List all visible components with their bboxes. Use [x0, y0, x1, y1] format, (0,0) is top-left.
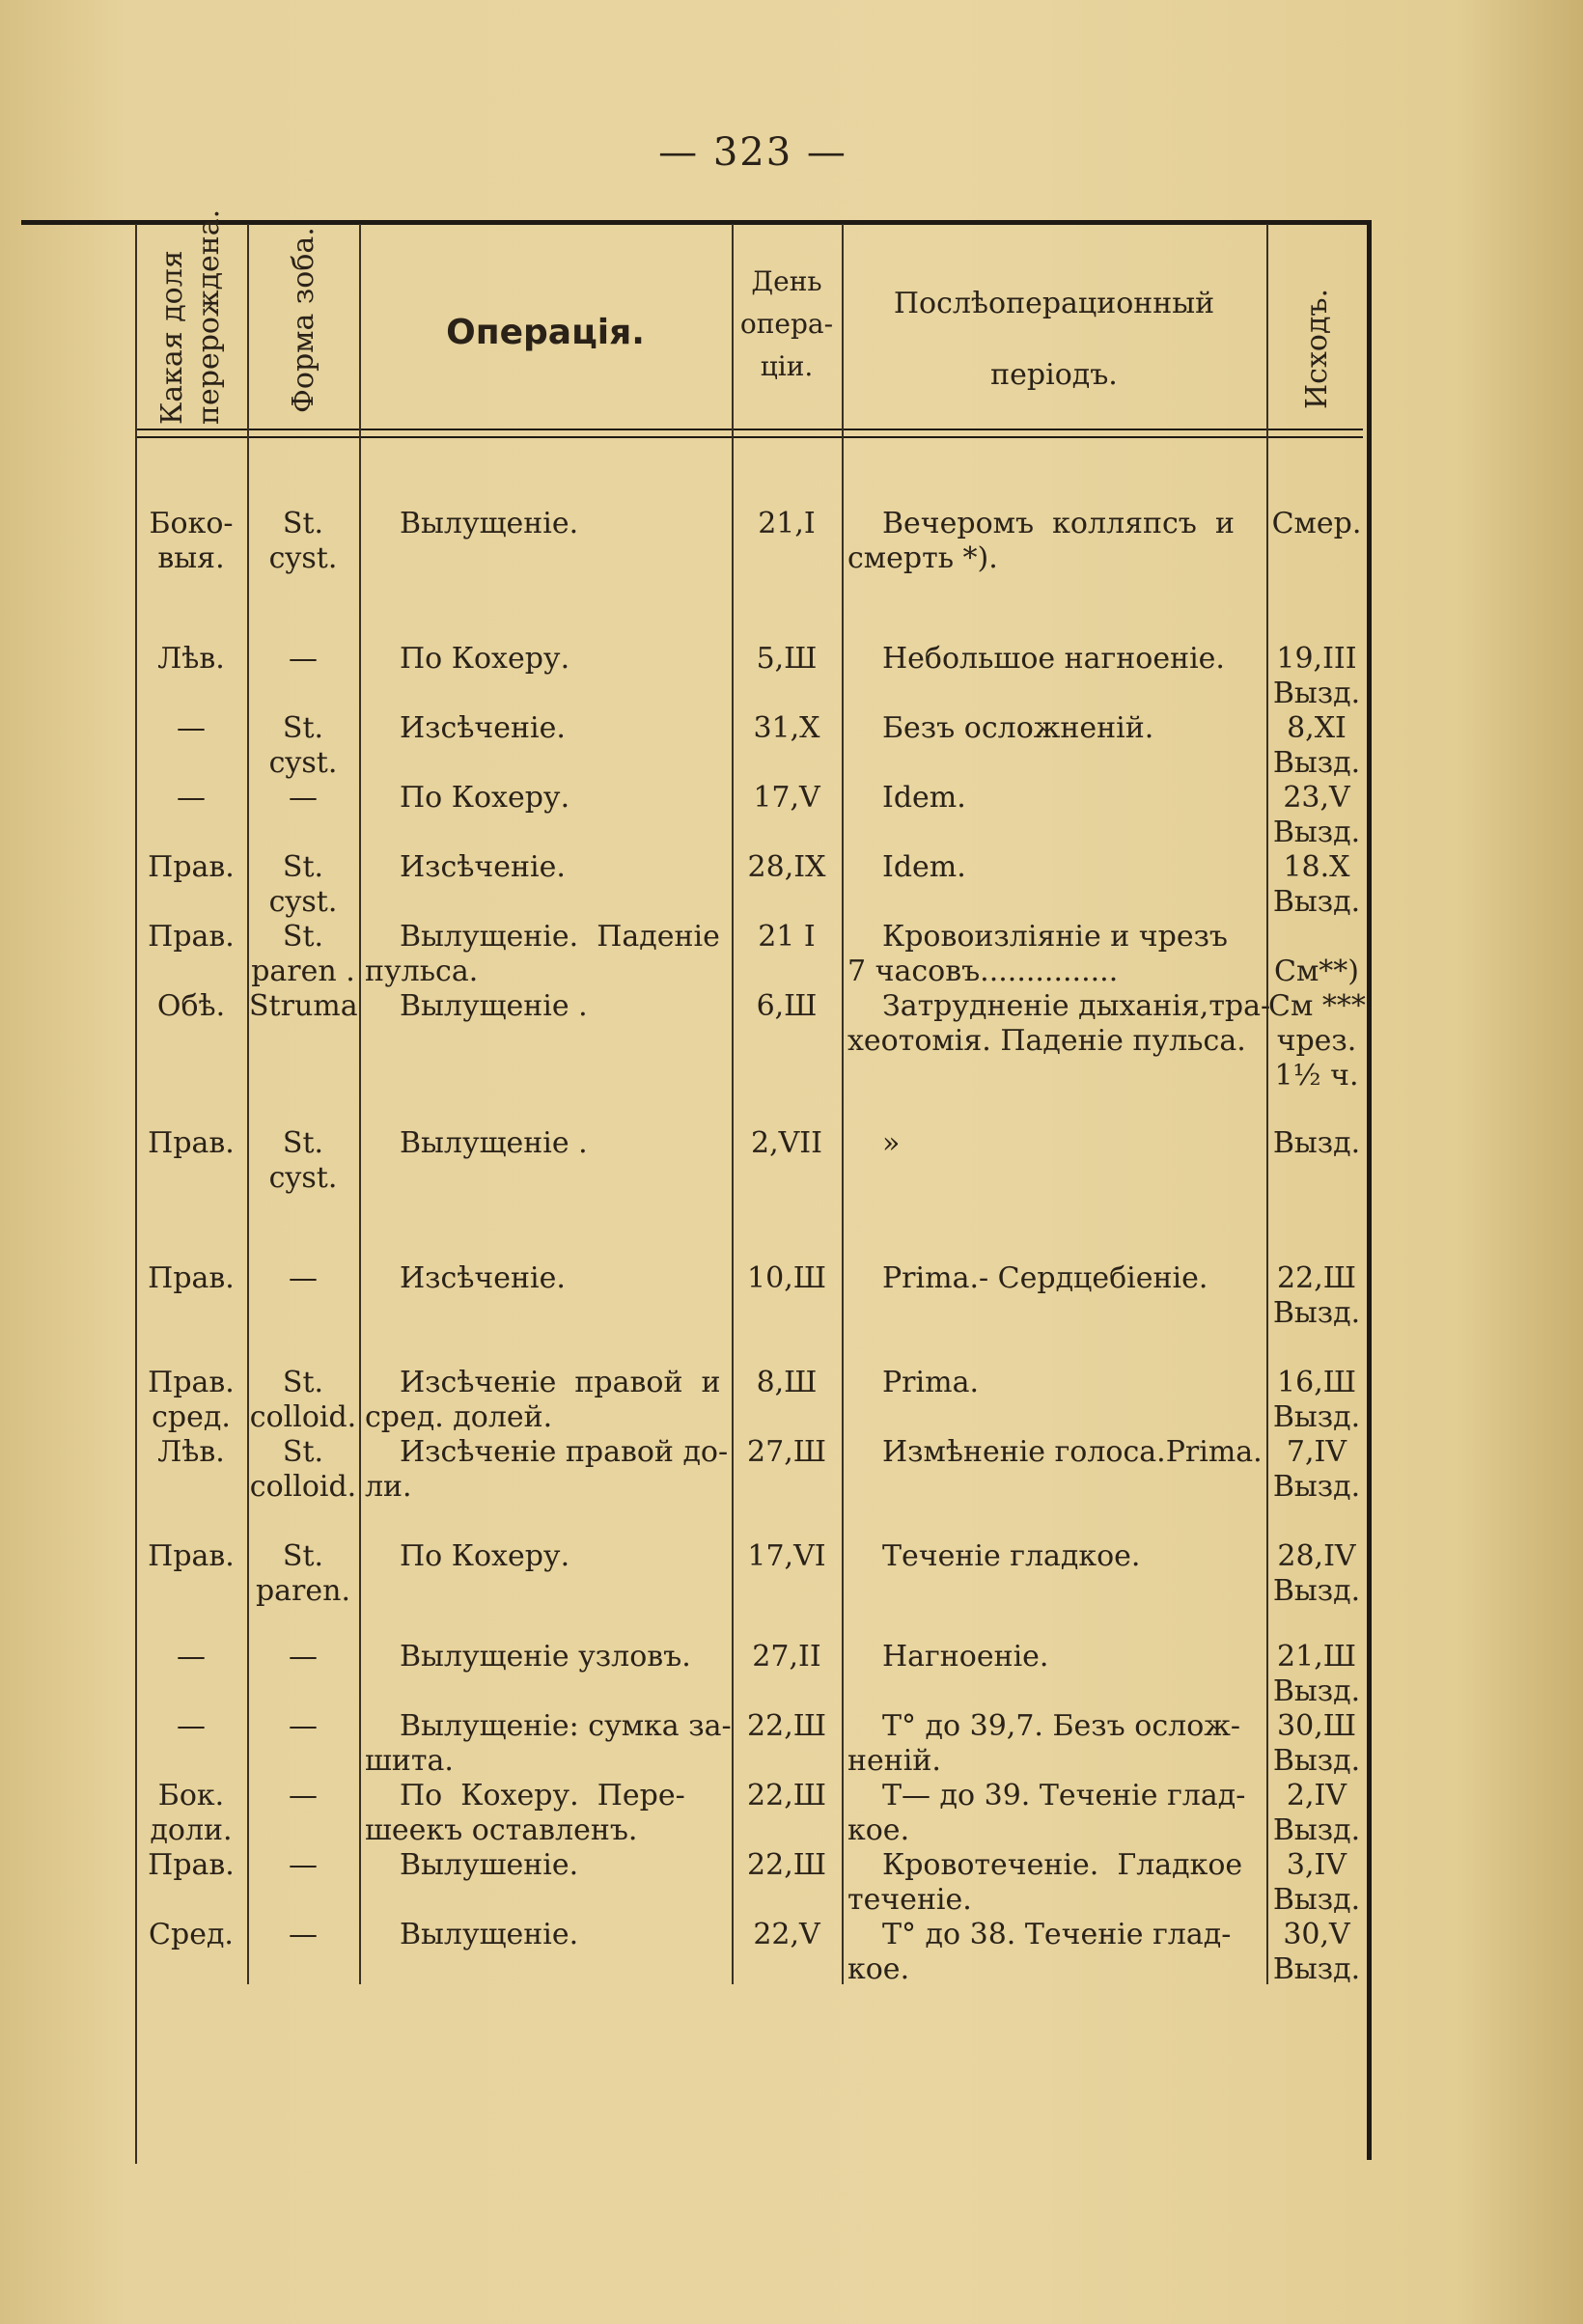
cell-line: 5,Ш [756, 642, 818, 676]
cell-line: Вылущеніе: сумка за- [400, 1709, 732, 1743]
cell-line: Кровоизліяніе и чрезъ [882, 920, 1229, 954]
cell-line: Вызд. [1272, 1813, 1361, 1847]
table-cell-c4 [734, 1848, 840, 1883]
cell-line: colloid. [249, 1470, 357, 1504]
table-cell-c2 [249, 1435, 357, 1505]
cell-line: Вылущеніе . [400, 989, 588, 1023]
cell-line: Прав. [148, 1366, 235, 1399]
cell-line: » [882, 1126, 901, 1160]
cell-line: Вызд. [1272, 816, 1361, 849]
table-cell-c3 [365, 1539, 728, 1574]
table-cell-c5 [847, 1779, 1263, 1848]
cell-line: Изсѣченіе. [400, 1261, 566, 1295]
table-cell-c6 [1268, 989, 1365, 1093]
cell-line: 21,Ш [1277, 1640, 1356, 1674]
cell-line: По Кохеру. [400, 1539, 570, 1573]
table-cell-c6 [1268, 1539, 1365, 1609]
cell-line: кое. [847, 1952, 910, 1986]
cell-line: Вылушеніе. [400, 1848, 579, 1882]
table-cell-c1 [137, 1435, 245, 1470]
table-cell-c1 [137, 1640, 245, 1674]
col-line-4 [842, 224, 844, 1984]
table-cell-c4 [734, 642, 840, 677]
table-cell-c6 [1268, 781, 1365, 850]
table-cell-c1 [137, 989, 245, 1024]
cell-line: Теченіе гладкое. [882, 1539, 1141, 1573]
cell-line: сред. [152, 1400, 231, 1434]
table-cell-c3 [365, 1640, 728, 1674]
cell-line: T— до 39. Теченіе глад- [882, 1779, 1246, 1812]
cell-line: T° до 39,7. Безъ ослож- [882, 1709, 1240, 1743]
cell-line: 1½ ч. [1274, 1059, 1359, 1093]
cell-line: Прав. [148, 1848, 235, 1882]
table-cell-c4 [734, 1779, 840, 1813]
table-cell-c6 [1268, 1640, 1365, 1709]
cell-line: 18.X [1283, 850, 1350, 884]
cell-line: Вылущеніе узловъ. [400, 1640, 691, 1674]
header-col4: День опера- ціи. [739, 265, 834, 382]
cell-line: хеотомія. Паденіе пульса. [847, 1024, 1246, 1058]
cell-line: — [177, 1709, 206, 1743]
table-cell-c1 [137, 711, 245, 746]
cell-line: 7,IV [1286, 1435, 1347, 1469]
table-cell-c1 [137, 1261, 245, 1296]
cell-line: доли. [150, 1813, 233, 1847]
cell-line: Безъ осложненій. [882, 711, 1154, 745]
table-cell-c5 [847, 1366, 1263, 1400]
cell-line: Бок. [157, 1779, 225, 1812]
cell-line: Прав. [148, 1261, 235, 1295]
table-cell-c3 [365, 1366, 728, 1435]
table-cell-c3 [365, 1435, 728, 1505]
cell-line: 8,XI [1287, 711, 1347, 745]
cell-line: 17,VI [747, 1539, 826, 1573]
cell-line: пульса. [365, 954, 479, 988]
cell-line: Прав. [148, 1126, 235, 1160]
cell-line: Затрудненіе дыханія,тра- [882, 989, 1271, 1023]
table-cell-c4 [734, 1435, 840, 1470]
table-cell-c1 [137, 920, 245, 954]
table-cell-c4 [734, 781, 840, 816]
cell-line: 22,V [753, 1918, 820, 1951]
cell-line: — [289, 642, 318, 676]
cell-line: 31,X [753, 711, 820, 745]
cell-line: Вызд. [1272, 1744, 1361, 1778]
cell-line: Кровотеченіе. Гладкое [882, 1848, 1243, 1882]
cell-line: 23,V [1283, 781, 1350, 815]
table-cell-c6 [1268, 920, 1365, 989]
cell-line: выя. [157, 541, 225, 575]
cell-line: St. [282, 850, 324, 884]
cell-line: 7 часовъ............... [847, 954, 1119, 988]
table-cell-c2 [249, 711, 357, 781]
cell-line: Прав. [148, 1539, 235, 1573]
cell-line: Вызд. [1272, 677, 1361, 710]
header-bottom-rule [135, 429, 1363, 430]
table-cell-c2 [249, 920, 357, 989]
table-cell-c2 [249, 989, 357, 1024]
cell-line: Вызд. [1272, 1470, 1361, 1504]
cell-line: Вечеромъ колляпсъ и [882, 507, 1235, 540]
cell-line: Вызд. [1272, 1296, 1361, 1330]
cell-line: cyst. [268, 746, 338, 780]
cell-line: См**) [1274, 954, 1359, 988]
cell-line: — [289, 781, 318, 815]
table-cell-c3 [365, 1709, 732, 1779]
col-line-2 [359, 224, 361, 1984]
cell-line: Вызд. [1272, 746, 1361, 780]
table-cell-c1 [137, 1126, 245, 1161]
table-cell-c4 [734, 1918, 840, 1952]
table-cell-c3 [365, 1126, 728, 1161]
cell-line: 27,II [752, 1640, 821, 1674]
cell-line: Prima. [882, 1366, 979, 1399]
table-cell-c4 [734, 1261, 840, 1296]
cell-line: — [289, 1640, 318, 1674]
cell-line: Изсѣченіе. [400, 711, 566, 745]
table-cell-c3 [365, 989, 728, 1024]
cell-line: 28,IV [1277, 1539, 1356, 1573]
cell-line: По Кохеру. [400, 642, 570, 676]
cell-line: 16,Ш [1277, 1366, 1356, 1399]
cell-line: сред. долей. [365, 1400, 553, 1434]
cell-line: смерть *). [847, 541, 998, 575]
table-cell-c6 [1268, 850, 1365, 920]
cell-line: 30,Ш [1277, 1709, 1356, 1743]
table-cell-c5 [847, 1848, 1263, 1918]
cell-line: — [289, 1261, 318, 1295]
table-cell-c1 [137, 1709, 245, 1744]
col-line-right [1367, 220, 1372, 2160]
header-col2: Форма зоба. [287, 227, 320, 413]
table-cell-c6 [1268, 1918, 1365, 1987]
table-cell-c2 [249, 1366, 357, 1435]
cell-line: St. [282, 507, 324, 540]
page-number: — 323 — [658, 130, 847, 175]
table-cell-c5 [847, 1918, 1263, 1987]
table-cell-c2 [249, 1918, 357, 1952]
header-col5: Послѣоперационный періодъ. [893, 287, 1215, 392]
cell-line: Вызд. [1272, 1883, 1361, 1917]
cell-line: По Кохеру. [400, 781, 570, 815]
cell-line: St. [282, 1126, 324, 1160]
table-cell-c5 [847, 920, 1263, 989]
table-cell-c2 [249, 1126, 357, 1196]
cell-line: шита. [365, 1744, 454, 1778]
cell-line: — [177, 711, 206, 745]
cell-line [1268, 920, 1365, 954]
cell-line: St. [282, 1366, 324, 1399]
table-cell-c2 [249, 642, 357, 677]
table-cell-c5 [847, 1539, 1263, 1574]
table-cell-c4 [734, 989, 840, 1024]
table-cell-c6 [1268, 1779, 1365, 1848]
table-cell-c2 [249, 1779, 357, 1813]
table-cell-c4 [734, 1366, 840, 1400]
cell-line: — [289, 1918, 318, 1951]
cell-line: Прав. [148, 920, 235, 954]
cell-line: St. [282, 1539, 324, 1573]
cell-line: 2,IV [1286, 1779, 1347, 1812]
cell-line: — [289, 1779, 318, 1812]
cell-line: Изсѣченіе. [400, 850, 566, 884]
cell-line: теченіе. [847, 1883, 972, 1917]
table-cell-c5 [847, 1435, 1263, 1470]
table-cell-c5 [847, 642, 1263, 677]
table-cell-c5 [847, 850, 1263, 885]
cell-line: Вызд. [1272, 885, 1361, 919]
cell-line: шеекъ оставленъ. [365, 1813, 638, 1847]
table-cell-c6 [1268, 1366, 1365, 1435]
cell-line: Вылущеніе. [400, 507, 579, 540]
cell-line: 21,I [758, 507, 816, 540]
table-cell-c1 [137, 642, 245, 677]
cell-line: Вызд. [1272, 1126, 1361, 1160]
table-cell-c6 [1268, 1709, 1365, 1779]
table-cell-c3 [365, 642, 728, 677]
cell-line: Прав. [148, 850, 235, 884]
table-cell-c1 [137, 1539, 245, 1574]
cell-line: Struma [249, 989, 358, 1023]
cell-line: St. [282, 920, 324, 954]
cell-line: 6,Ш [756, 989, 818, 1023]
cell-line: 3,IV [1286, 1848, 1347, 1882]
table-cell-c6 [1268, 642, 1365, 711]
table-cell-c3 [365, 1779, 728, 1848]
table-cell-c4 [734, 1126, 840, 1161]
cell-line: 19,III [1276, 642, 1357, 676]
cell-line: — [289, 1848, 318, 1882]
cell-line: Prima.- Сердцебіеніе. [882, 1261, 1208, 1295]
cell-line: См *** [1268, 989, 1366, 1023]
table-cell-c5 [847, 1126, 1263, 1161]
header-bottom-rule-2 [135, 436, 1363, 438]
cell-line: 22,Ш [747, 1709, 826, 1743]
cell-line: Лѣв. [157, 1435, 225, 1469]
cell-line: 2,VII [751, 1126, 822, 1160]
table-cell-c4 [734, 1539, 840, 1574]
cell-line: St. [282, 711, 324, 745]
cell-line: 17,V [753, 781, 820, 815]
table-cell-c2 [249, 1261, 357, 1296]
table-cell-c1 [137, 507, 245, 576]
cell-line: ли. [365, 1470, 412, 1504]
cell-line: T° до 38. Теченіе глад- [882, 1918, 1232, 1951]
cell-line: 28,IX [747, 850, 826, 884]
table-cell-c4 [734, 1640, 840, 1674]
table-cell-c1 [137, 781, 245, 816]
table-cell-c4 [734, 920, 840, 954]
header-col3: Операція. [446, 313, 645, 352]
cell-line: — [289, 1709, 318, 1743]
cell-line: По Кохеру. Пере- [400, 1779, 685, 1812]
table-cell-c3 [365, 850, 728, 885]
cell-line: Вызд. [1272, 1574, 1361, 1608]
cell-line: — [177, 781, 206, 815]
table-cell-c1 [137, 1848, 245, 1883]
table-cell-c3 [365, 1918, 728, 1952]
cell-line: Нагноеніе. [882, 1640, 1049, 1674]
cell-line: paren. [255, 1574, 351, 1608]
table-cell-c5 [847, 507, 1263, 576]
cell-line: неній. [847, 1744, 941, 1778]
cell-line: 10,Ш [747, 1261, 826, 1295]
table-cell-c3 [365, 920, 728, 989]
cell-line: Измѣненіе голоса.Prima. [882, 1435, 1263, 1469]
table-cell-c6 [1268, 1848, 1365, 1918]
cell-line: Вызд. [1272, 1674, 1361, 1708]
cell-line: 22,Ш [747, 1848, 826, 1882]
table-cell-c5 [847, 711, 1263, 746]
table-cell-c5 [847, 1640, 1263, 1674]
table-cell-c4 [734, 711, 840, 746]
cell-line: 21 I [758, 920, 816, 954]
cell-line: Вызд. [1272, 1952, 1361, 1986]
table-cell-c2 [249, 1848, 357, 1883]
table-cell-c3 [365, 711, 728, 746]
cell-line: Изсѣченіе правой и [400, 1366, 721, 1399]
table-cell-c5 [847, 781, 1263, 816]
table-cell-c5 [847, 1709, 1263, 1779]
cell-line: 8,Ш [756, 1366, 818, 1399]
cell-line: Обѣ. [156, 989, 226, 1023]
cell-line: 30,V [1283, 1918, 1350, 1951]
table-cell-c3 [365, 507, 728, 541]
cell-line: Боко- [149, 507, 234, 540]
cell-line: St. [282, 1435, 324, 1469]
cell-line: colloid. [249, 1400, 357, 1434]
table-cell-c5 [847, 989, 1271, 1059]
cell-line: 22,Ш [747, 1779, 826, 1812]
table-cell-c1 [137, 1918, 245, 1952]
cell-line: чрез. [1276, 1024, 1357, 1058]
table-cell-c1 [137, 1366, 245, 1435]
table-cell-c4 [734, 507, 840, 541]
table-cell-c6 [1268, 1261, 1365, 1331]
cell-line: cyst. [268, 885, 338, 919]
cell-line: Смер. [1271, 507, 1362, 540]
table-cell-c2 [249, 1640, 357, 1674]
header-col6: Исходъ. [1300, 288, 1334, 409]
table-cell-c5 [847, 1261, 1263, 1296]
table-cell-c1 [137, 1779, 245, 1848]
header-col1: Какая доля перерождена. [155, 208, 226, 425]
table-cell-c3 [365, 781, 728, 816]
table-cell-c4 [734, 1709, 840, 1744]
table-cell-c2 [249, 1539, 357, 1609]
cell-line: 27,Ш [747, 1435, 826, 1469]
cell-line: Вызд. [1272, 1400, 1361, 1434]
table-cell-c6 [1268, 711, 1365, 781]
table-cell-c6 [1268, 507, 1365, 541]
cell-line: Сред. [149, 1918, 234, 1951]
table-cell-c2 [249, 507, 357, 576]
cell-line: Изсѣченіе правой до- [400, 1435, 729, 1469]
cell-line: кое. [847, 1813, 910, 1847]
cell-line: — [177, 1640, 206, 1674]
cell-line: Idem. [882, 850, 966, 884]
cell-line: Лѣв. [157, 642, 225, 676]
cell-line: Idem. [882, 781, 966, 815]
cell-line: cyst. [268, 541, 338, 575]
table-cell-c1 [137, 850, 245, 885]
table-cell-c3 [365, 1261, 728, 1296]
table-cell-c2 [249, 850, 357, 920]
table-cell-c3 [365, 1848, 728, 1883]
cell-line: 22,Ш [1277, 1261, 1356, 1295]
cell-line: Вылущеніе . [400, 1126, 588, 1160]
cell-line: Вылущеніе. [400, 1918, 579, 1951]
table-cell-c6 [1268, 1435, 1365, 1505]
cell-line: cyst. [268, 1161, 338, 1195]
cell-line: paren . [251, 954, 355, 988]
table-cell-c2 [249, 1709, 357, 1744]
cell-line: Небольшое нагноеніе. [882, 642, 1225, 676]
table-cell-c6 [1268, 1126, 1365, 1161]
cell-line: Вылущеніе. Паденіе [400, 920, 720, 954]
table-cell-c2 [249, 781, 357, 816]
table-cell-c4 [734, 850, 840, 885]
